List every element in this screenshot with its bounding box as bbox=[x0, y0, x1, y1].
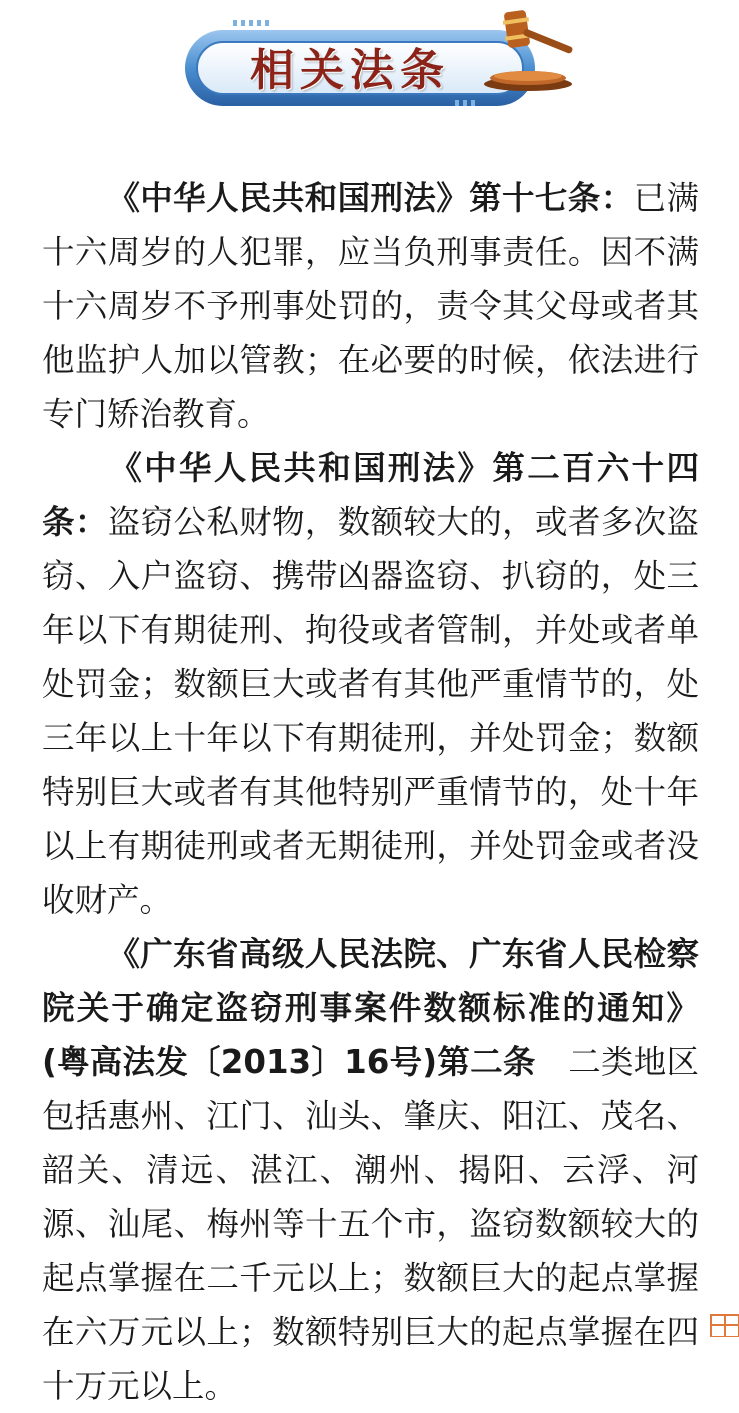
page-title: 相关法条 bbox=[250, 45, 450, 96]
law-articles bbox=[42, 171, 699, 1413]
gavel-icon bbox=[478, 6, 578, 92]
article-heading: 《广东省高级人民法院、广东省人民检察院关于确定盗窃刑事案件数额标准的通知》(粤高法发〔2013〕16号)第二条 bbox=[42, 935, 699, 1081]
article-heading: 《中华人民共和国刑法》第二百六十四条： bbox=[42, 449, 699, 541]
article-text: 已满十六周岁的人犯罪，应当负刑事责任。因不满十六周岁不予刑事处罚的，责令其父母或者其他监护人加以管教；在必要的时候，依法进行专门矫治教育。 bbox=[42, 179, 699, 433]
article-text: 二类地区包括惠州、江门、汕头、肇庆、阳江、茂名、韶关、清远、湛江、潮州、揭阳、云浮、河源、汕尾、梅州等十五个市，盗窃数额较大的起点掌握在二千元以上；数额巨大的起点掌握在六万元以上；数额特别巨大的起点掌握在四十万元以上。 bbox=[42, 1043, 699, 1405]
article-heading: 《中华人民共和国刑法》第十七条： bbox=[107, 179, 634, 217]
article-guangdong-notice bbox=[42, 927, 699, 1413]
article-criminal-law-264 bbox=[42, 441, 699, 927]
article-text: 盗窃公私财物，数额较大的，或者多次盗窃、入户盗窃、携带凶器盗窃、扒窃的，处三年以下有期徒刑、拘役或者管制，并处或者单处罚金；数额巨大或者有其他严重情节的，处三年以上十年以下有期徒刑，并处罚金；数额特别巨大或者有其他特别严重情节的，处十年以上有期徒刑或者无期徒刑，并处罚金或者没收财产。 bbox=[42, 503, 699, 919]
corner-ornament bbox=[705, 1309, 739, 1337]
article-criminal-law-17 bbox=[42, 171, 699, 441]
